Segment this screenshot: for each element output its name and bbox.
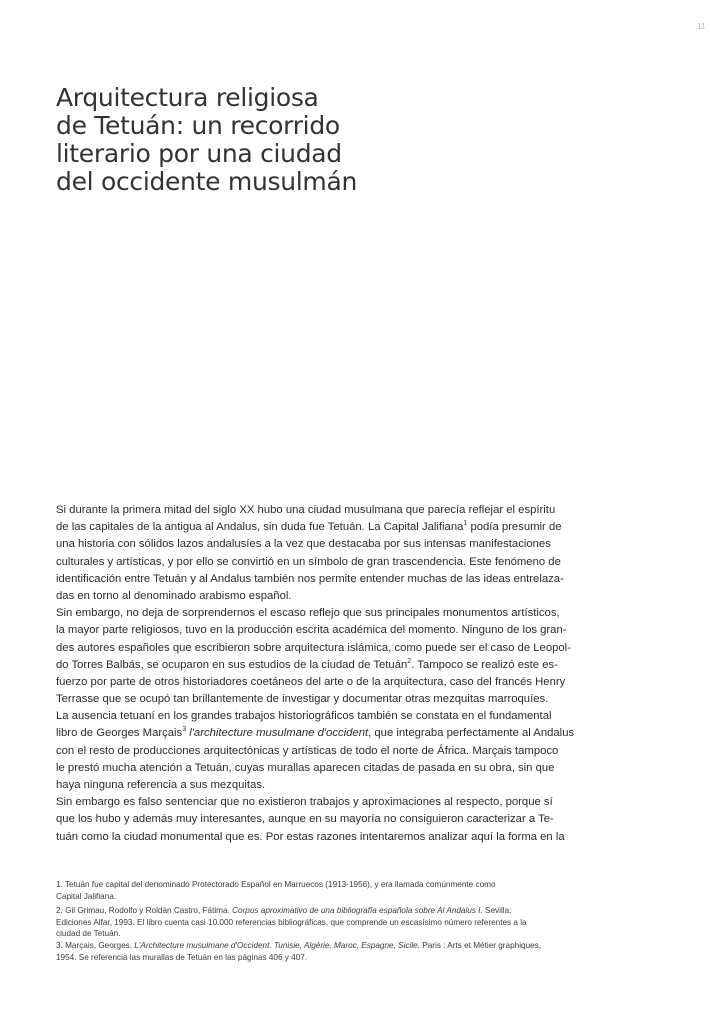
footnote-2 [56, 905, 674, 940]
title-line: de Tetuán: un recorrido [56, 111, 340, 140]
text-line: que los hubo y además muy interesantes, aunque en su mayoría no consiguieron caracterizar a Te- [56, 813, 554, 826]
text-line: Si durante la primera mitad del siglo XX hubo una ciudad musulmana que parecía reflejar el espíritu [56, 504, 556, 516]
text-fragment: de las capitales de la antigua al Andalus, sin duda fue Tetuán. La Capital Jalifiana [56, 521, 464, 534]
text-fragment: podía presumir de [467, 521, 562, 534]
footnote-1 [56, 879, 674, 902]
text-fragment: . Tampoco se realizó este es- [411, 658, 558, 671]
footnote-ref-3: 3 [182, 726, 187, 734]
book-title: L'Architecture musulmane d'Occident. Tunisie, Algérie, Maroc, Espagne, Sicile. [134, 940, 420, 950]
paragraph-1 [56, 502, 674, 605]
book-title: Corpus aproximativo de una bibliografía española sobre Al Andalus I. [232, 906, 483, 916]
text-line: le prestó mucha atención a Tetuán, cuyas murallas aparecen citadas de pasada en su obra, sin que [56, 761, 555, 774]
footnote-line: 1. Tetuán fue capital del denominado Protectorado Español en Marruecos (1913-1956), y era llamada comúnmente como [56, 880, 496, 889]
footnote-line: 1954. Se referencia las murallas de Tetuán en las páginas 406 y 407. [56, 952, 308, 962]
text-line: identificación entre Tetuán y al Andalus también nos permite entender muchas de las ideas entrelaza- [56, 572, 564, 585]
text-line [56, 725, 674, 742]
text-fragment: 3. Marçais, Georges. [56, 940, 135, 950]
page-number: 11 [697, 22, 706, 31]
text-line: una historia con sólidos lazos andalusíes a la vez que destacaba por sus intensas manifestaciones [56, 538, 551, 551]
paragraph-2 [56, 605, 674, 708]
text-line: con el resto de producciones arquitectónicas y artísticas de todo el norte de África. Marçais tampoco [56, 744, 559, 757]
book-title: l'architecture musulmane d'occident [186, 727, 369, 740]
footnote-3 [56, 940, 674, 963]
title-line: literario por una ciudad [56, 139, 342, 168]
title-line: del occidente musulmán [56, 167, 358, 196]
text-fragment: libro de Georges Marçais [56, 727, 183, 740]
text-line: des autores españoles que escribieron sobre arquitectura islámica, como puede ser el caso de Leopol- [56, 641, 571, 654]
footnote-line: Capital Jalifiana. [56, 891, 117, 901]
text-line: das en torno al denominado arabismo español. [56, 589, 292, 602]
text-fragment: 2. Gil Grimau, Rodolfo y Roldán Castro, Fátima. [56, 906, 233, 916]
text-line: la mayor parte religiosos, tuvo en la producción escrita académica del momento. Ninguno de los gran- [56, 624, 567, 637]
text-line: tuán como la ciudad monumental que es. Por estas razones intentaremos analizar aquí la forma en la [56, 830, 565, 843]
text-fragment: Paris : Arts et Métier graphiques, [420, 940, 542, 950]
text-fragment: do Torres Balbás, se ocuparon en sus estudios de la ciudad de Tetuán [56, 658, 408, 671]
footnotes [56, 879, 674, 963]
text-line: haya ninguna referencia a sus mezquitas. [56, 779, 266, 791]
body-text [56, 502, 674, 846]
text-line: Sin embargo, no deja de sorprendernos el escaso reflejo que sus principales monumentos artísticos, [56, 607, 560, 620]
text-line [56, 519, 674, 536]
text-fragment: , que integraba perfectamente al Andalus [368, 727, 575, 740]
footnote-line: ciudad de Tetuán. [56, 929, 121, 939]
title-line: Arquitectura religiosa [56, 83, 319, 112]
text-line: Terrasse que se ocupó tan brillantemente de investigar y documentar otras mezquitas marroquíes. [56, 693, 549, 706]
text-line: La ausencia tetuaní en los grandes trabajos historiográficos también se constata en el fundamental [56, 710, 552, 723]
paragraph-4 [56, 794, 674, 846]
footnote-line [56, 905, 674, 917]
text-line: culturales y artísticas, y por ello se convirtió en un símbolo de gran trascendencia. Este fenómeno de [56, 555, 561, 568]
footnote-line: Ediciones Alfar, 1993. El libro cuenta casi 10.000 referencias bibliográficas, que comprende un escasísimo número referentes a la [56, 917, 527, 927]
footnote-ref-1: 1 [463, 520, 468, 528]
footnote-ref-2: 2 [407, 657, 412, 665]
text-fragment: Sevilla: [482, 906, 512, 916]
text-line: fuerzo por parte de otros historiadores coetáneos del arte o de la arquitectura, caso del francés Henry [56, 675, 566, 688]
text-line [56, 657, 674, 674]
footnote-line [56, 940, 674, 952]
text-line: Sin embargo es falso sentenciar que no existieron trabajos y aproximaciones al respecto, porque sí [56, 796, 553, 809]
article-title [56, 84, 476, 196]
paragraph-3 [56, 708, 674, 794]
